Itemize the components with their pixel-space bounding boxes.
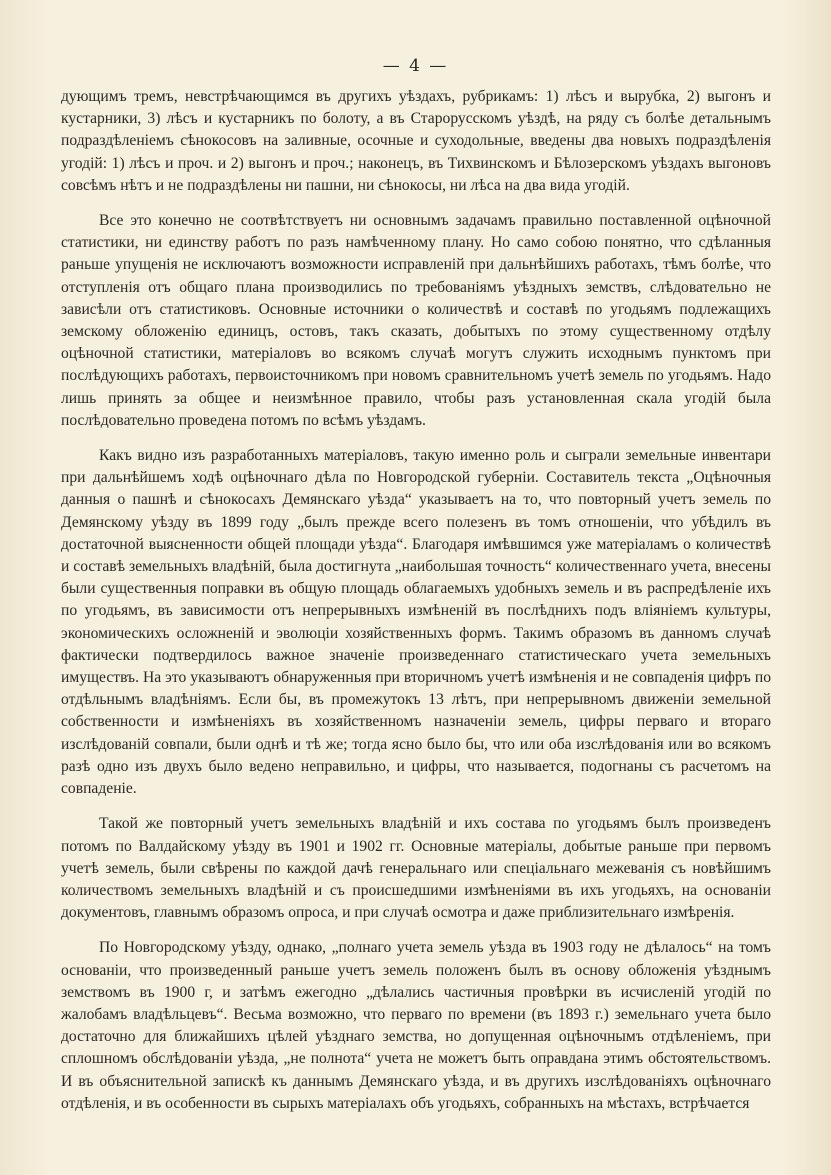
paragraph-1: дующимъ тремъ, невстрѣчающимся въ другихъ уѣздахъ, рубрикамъ: 1) лѣсъ и вырубка, 2) выгонъ и кустарники, 3) лѣсъ и кустарникъ по болоту, а въ Старорусскомъ уѣздѣ, на ряду съ болѣе детальнымъ подраздѣленіемъ сѣнокосовъ на заливные, осочные и суходольные, введены два новыхъ подраздѣленія угодій: 1) лѣсъ и проч. и 2) выгонъ и проч.; наконецъ, въ Тихвинскомъ и Бѣлозерскомъ уѣздахъ выгоновъ совсѣмъ нѣтъ и не подраздѣлены ни пашни, ни сѣнокосы, ни лѣса на два вида угодій.	[61, 88, 771, 194]
paragraph-4: Такой же повторный учетъ земельныхъ владѣній и ихъ состава по угодьямъ былъ произведенъ потомъ по Валдайскому уѣзду въ 1901 и 1902 гг. Основные матеріалы, добытые раньше при первомъ учетѣ земель, были свѣрены по каждой дачѣ генеральнаго или спеціальнаго межеванія съ новѣйшимъ количествомъ земельныхъ владѣній и съ происшедшими измѣненіями въ ихъ угодьяхъ, на основаніи документовъ, главнымъ образомъ опроса, и при случаѣ осмотра и даже приблизительнаго измѣренія.	[61, 815, 771, 922]
paragraph-3: Какъ видно изъ разработанныхъ матеріаловъ, такую именно роль и сыграли земельные инвентари при дальнѣйшемъ ходѣ оцѣночнаго дѣла по Новгородской губерніи. Составитель текста „Оцѣночныя данныя о пашнѣ и сѣнокосахъ Демянскаго уѣзда“ указываетъ на то, что повторный учетъ земель по Демянскому уѣзду въ 1899 году „былъ прежде всего полезенъ въ томъ отношеніи, что убѣдилъ въ достаточной выясненности общей площади уѣзда“. Благодаря имѣвшимся уже матеріаламъ о количествѣ и составѣ земельныхъ владѣній, была достигнута „наибольшая точность“ количественнаго учета, внесены были существенныя поправки въ общую площадь облагаемыхъ удобныхъ земель и въ распредѣленіе ихъ по угодьямъ, въ зависимости отъ непрерывныхъ измѣненій въ послѣднихъ подъ вліяніемъ культуры, экономическихъ осложненій и эволюціи хозяйственныхъ формъ. Такимъ образомъ въ данномъ случаѣ фактически подтвердилось важное значеніе произведеннаго статистическаго учета земельныхъ имуществъ. На это указываютъ обнаруженныя при вторичномъ учетѣ измѣненія и не совпаденія цифръ по отдѣльнымъ владѣніямъ. Если бы, въ промежутокъ 13 лѣтъ, при непрерывномъ движеніи земельной собственности и измѣненіяхъ въ хозяйственномъ назначеніи земель, цифры перваго и втораго изслѣдованій совпали, были однѣ и тѣ же; тогда ясно было бы, что или оба изслѣдованія или во всякомъ разѣ одно изъ двухъ было ведено неправильно, и цифры, что называется, подогнаны съ расчетомъ на совпаденіе.	[61, 447, 771, 798]
paragraph-5: По Новгородскому уѣзду, однако, „полнаго учета земель уѣзда въ 1903 году не дѣлалось“ на томъ основаніи, что произведенный раньше учетъ земель положенъ былъ въ основу обложенія уѣзднымъ земствомъ въ 1900 г, и затѣмъ ежегодно „дѣлались частичныя провѣрки въ исчисленій угодій по жалобамъ владѣльцевъ“. Весьма возможно, что перваго по времени (въ 1893 г.) земельнаго учета было достаточно для ближайшихъ цѣлей уѣзднаго земства, но допущенная оцѣночнымъ отдѣленіемъ, при сплошномъ обслѣдованіи уѣзда, „не полнота“ учета не можетъ быть оправдана этимъ обстоятельствомъ. И въ объяснительной запискѣ къ даннымъ Демянскаго уѣзда, и въ другихъ изслѣдованіяхъ оцѣночнаго отдѣленія, и въ особенности въ сырыхъ матеріалахъ объ угодьяхъ, собранныхъ на мѣстахъ, встрѣчается	[61, 939, 771, 1112]
body-text	[61, 86, 771, 1128]
paragraph-2: Все это конечно не соотвѣтствуетъ ни основнымъ задачамъ правильно поставленной оцѣночной статистики, ни единству работъ по разъ намѣченному плану. Но само собою понятно, что сдѣланныя раньше упущенія не исключаютъ возможности исправленій при дальнѣйшихъ работахъ, тѣмъ болѣе, что отступленія отъ общаго плана производились по требованіямъ уѣздныхъ земствъ, слѣдовательно не зависѣли отъ статистиковъ. Основные источники о количествѣ и составѣ по угодьямъ подлежащихъ земскому обложенію единицъ, остовъ, такъ сказать, добытыхъ по этому существенному отдѣлу оцѣночной статистики, матеріаловъ во всякомъ случаѣ могутъ служить исходнымъ пунктомъ при послѣдующихъ работахъ, первоисточникомъ при новомъ сравнительномъ учетѣ земель по угодьямъ. Надо лишь принять за общее и неизмѣнное правило, чтобы разъ установленная скала угодій была послѣдовательно проведена потомъ по всѣмъ уѣздамъ.	[61, 212, 771, 429]
page-number: — 4 —	[382, 56, 449, 76]
